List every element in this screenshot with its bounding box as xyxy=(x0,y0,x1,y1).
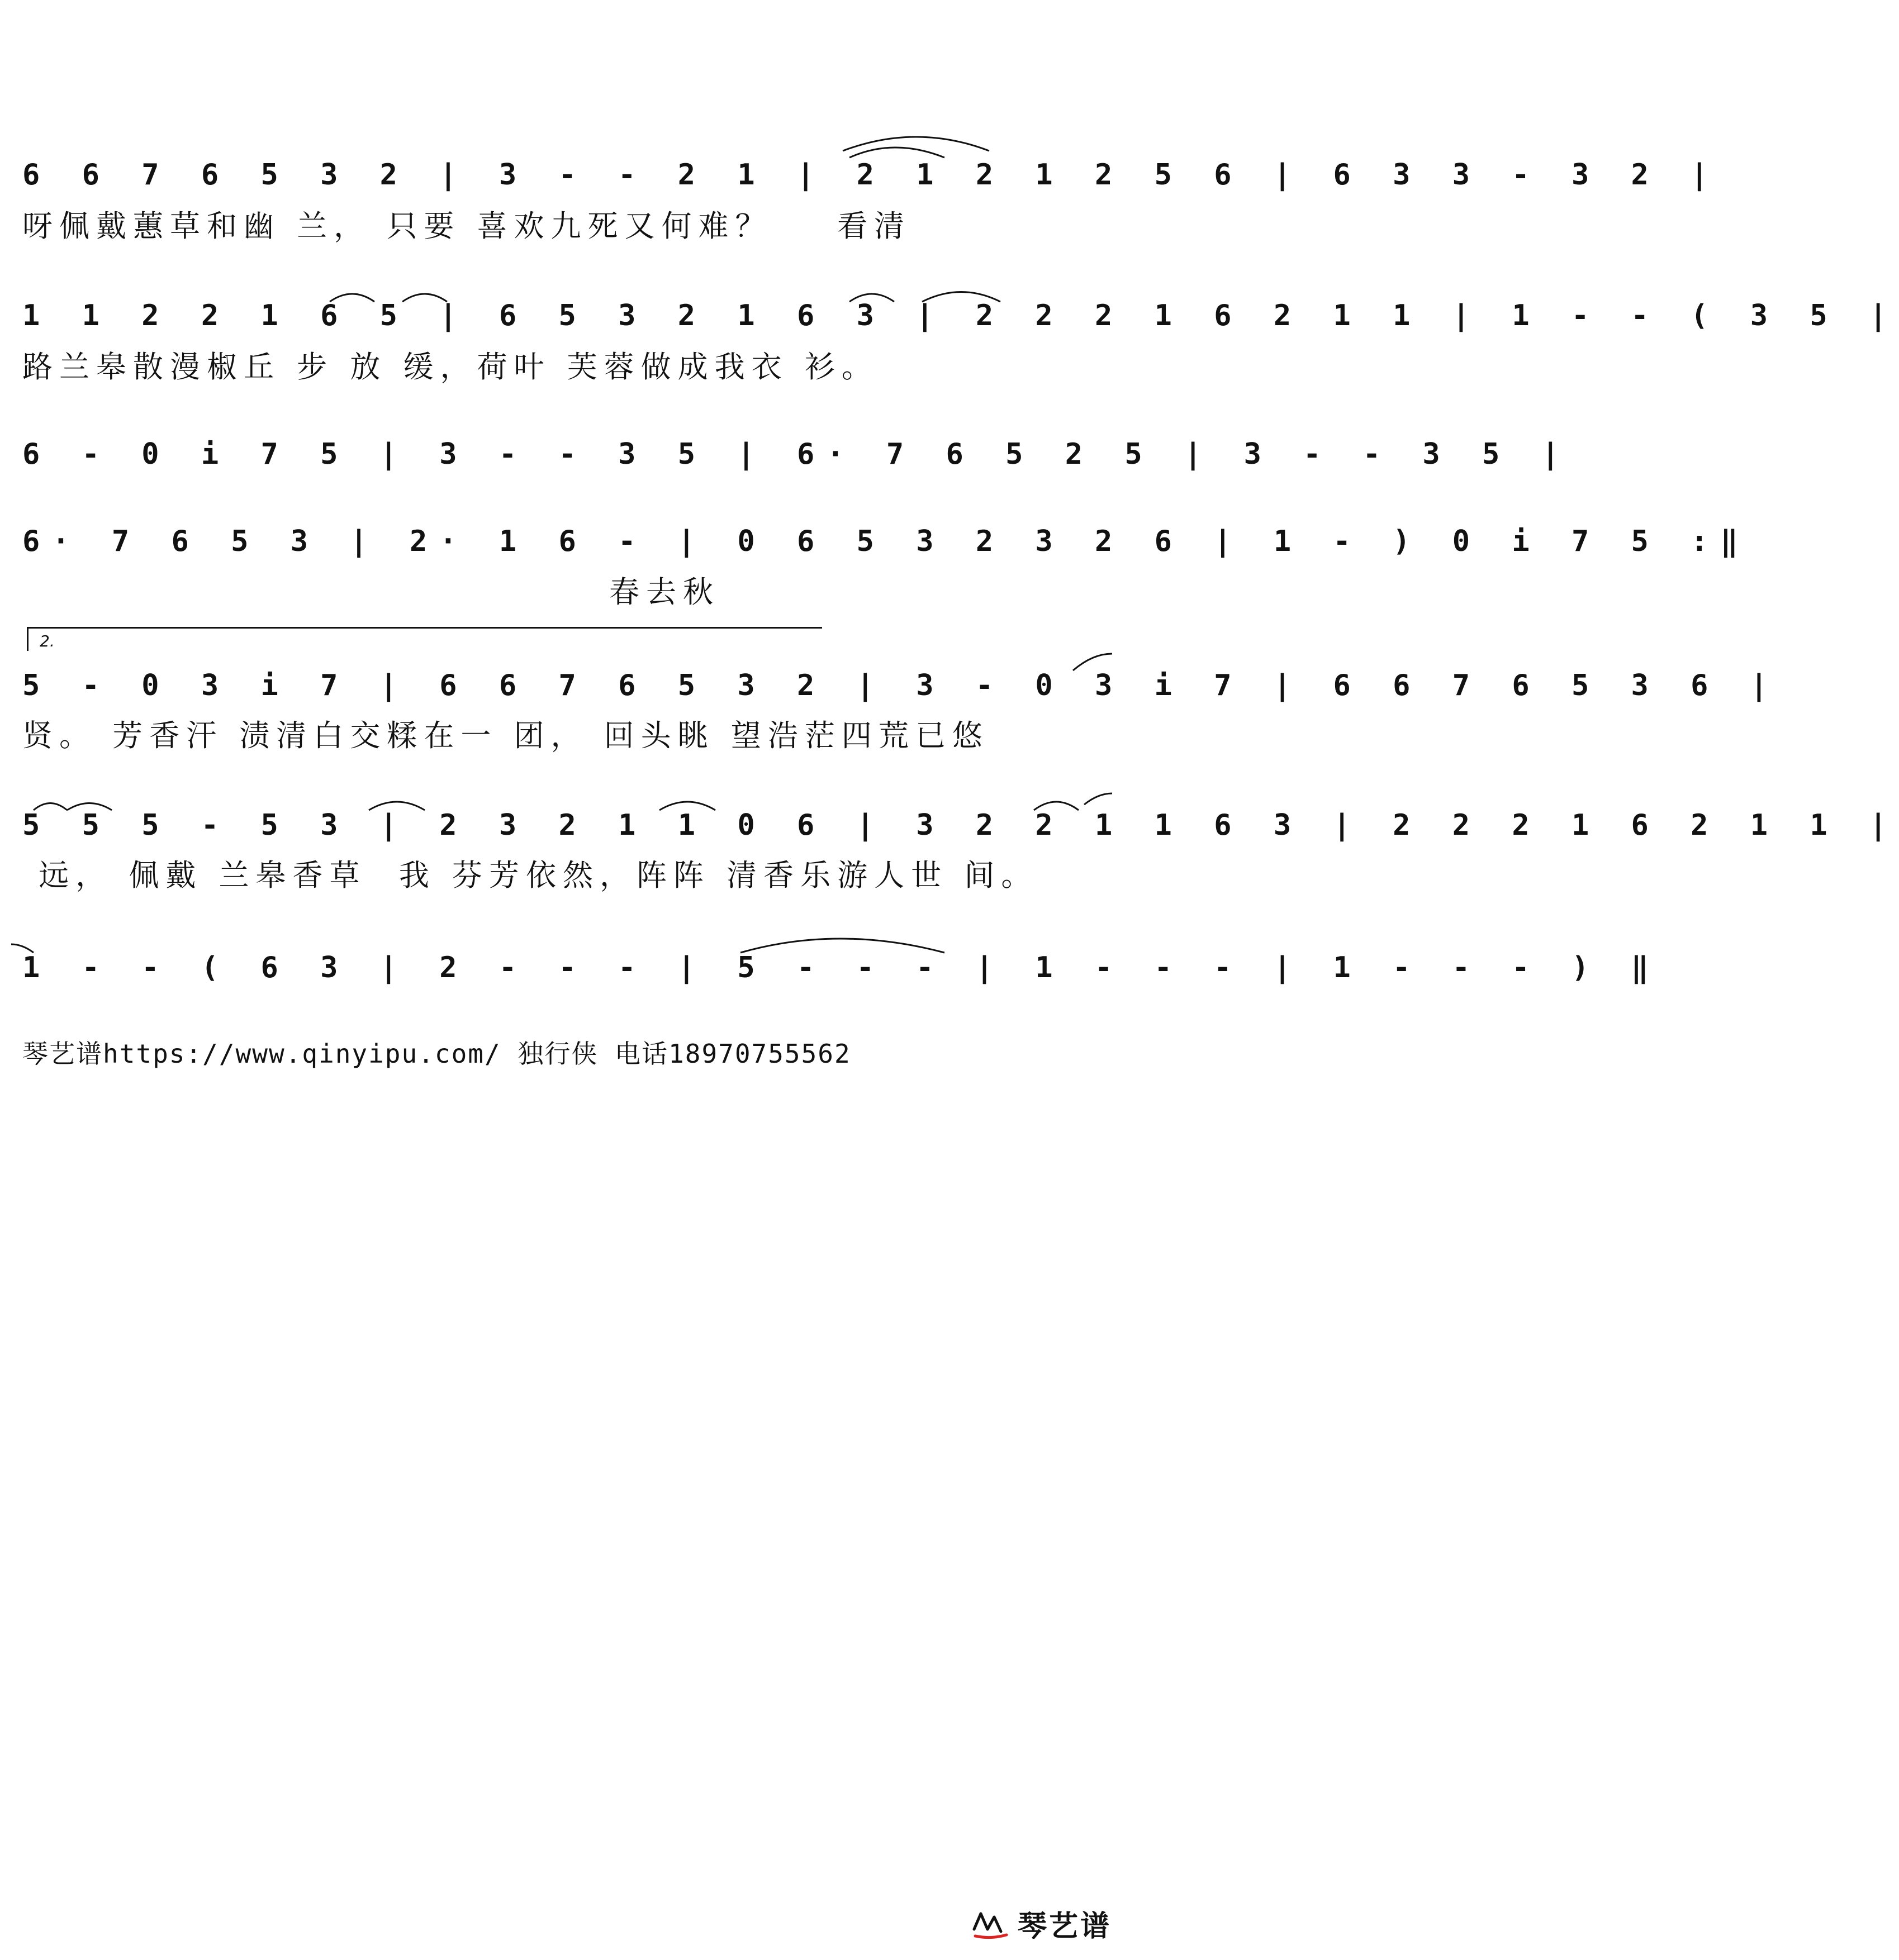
system-7-notes: 1 - - ( 6 3 | 2 - - - | 5 - - - | 1 - - - | 1 - - - ) ‖ xyxy=(22,951,1661,984)
system-1-lyrics: 呀佩戴蕙草和幽 兰， 只要 喜欢九死又何难？ 看清 xyxy=(22,208,911,244)
volta-label: 2. xyxy=(40,632,55,650)
system-4-lyrics: 春去秋 xyxy=(22,574,720,610)
system-6-notes: 5 5 5 - 5 3 | 2 3 2 1 1 0 6 | 3 2 2 1 1 6 3 | 2 2 2 1 6 2 1 1 | xyxy=(22,808,1899,842)
logo-text: 琴艺谱 xyxy=(1017,1910,1112,1943)
system-4-notes: 6· 7 6 5 3 | 2· 1 6 - | 0 6 5 3 2 3 2 6 | 1 - ) 0 i 7 5 :‖ xyxy=(22,525,1750,558)
system-3-notes: 6 - 0 i 7 5 | 3 - - 3 5 | 6· 7 6 5 2 5 | 3 - - 3 5 | xyxy=(22,437,1572,471)
system-5-notes: 5 - 0 3 i 7 | 6 6 7 6 5 3 2 | 3 - 0 3 i 7 | 6 6 7 6 5 3 6 | xyxy=(22,669,1781,702)
qinyipu-logo-icon xyxy=(971,1907,1011,1940)
slur-arc xyxy=(843,137,989,151)
system-2-notes: 1 1 2 2 1 6 5 | 6 5 3 2 1 6 3 | 2 2 2 1 6 2 1 1 | 1 - - ( 3 5 | xyxy=(22,299,1899,332)
site-logo xyxy=(971,1902,1112,1944)
volta-bracket xyxy=(27,627,822,651)
system-6-lyrics: 远， 佩戴 兰皋香草 我 芬芳依然，阵阵 清香乐游人世 间。 xyxy=(22,858,1038,893)
system-1-notes: 6 6 7 6 5 3 2 | 3 - - 2 1 | 2 1 2 1 2 5 6 | 6 3 3 - 3 2 | xyxy=(22,158,1721,192)
slur-arc xyxy=(1084,793,1112,805)
system-5-lyrics: 贤。 芳香汗 渍清白交糅在一 团， 回头眺 望浩茫四荒已悠 xyxy=(22,718,989,753)
system-2-lyrics: 路兰皋散漫椒丘 步 放 缓，荷叶 芙蓉做成我衣 衫。 xyxy=(22,349,879,384)
credit-line: 琴艺谱https://www.qinyipu.com/ 独行侠 电话18970755562 xyxy=(22,1039,851,1069)
